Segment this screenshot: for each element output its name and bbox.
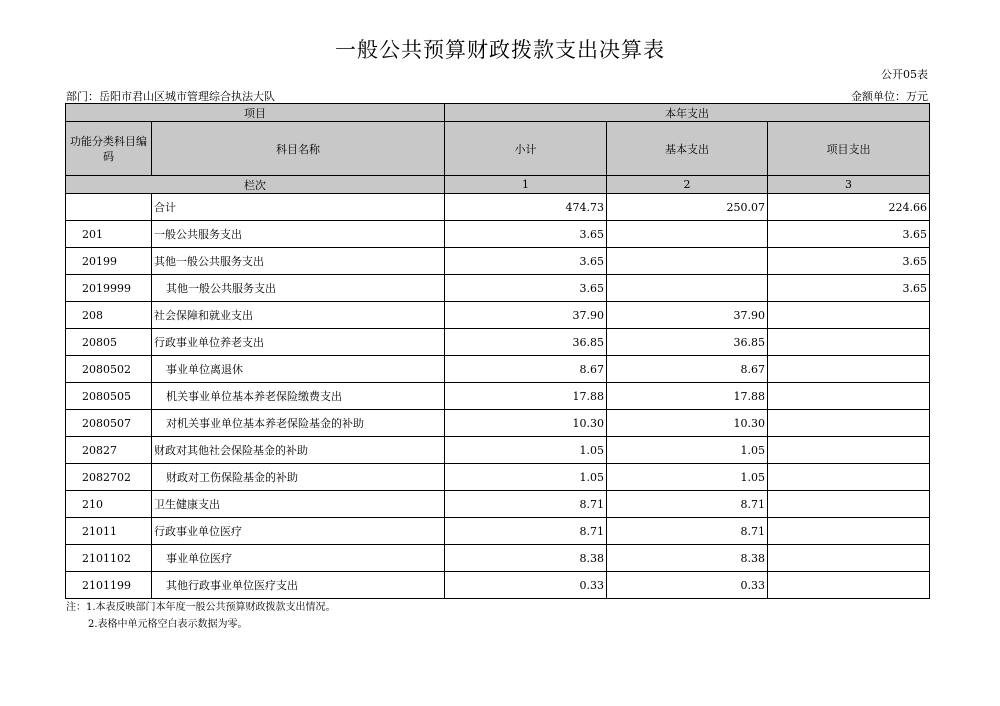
row-project: 3.65 (768, 248, 930, 275)
table-row (66, 545, 930, 572)
footnotes (66, 599, 336, 633)
row-code: 21011 (66, 518, 152, 545)
row-basic: 8.71 (607, 491, 768, 518)
row-subtotal: 37.90 (445, 302, 607, 329)
header-row-1 (66, 104, 930, 122)
expenditure-table (65, 103, 930, 599)
row-project: 224.66 (768, 194, 930, 221)
row-basic (607, 221, 768, 248)
row-subtotal: 8.38 (445, 545, 607, 572)
row-code: 2080502 (66, 356, 152, 383)
row-subtotal: 1.05 (445, 437, 607, 464)
row-subject-name: 财政对其他社会保险基金的补助 (152, 437, 445, 464)
header-col1: 1 (445, 176, 607, 194)
header-subtotal: 小计 (445, 122, 607, 176)
row-subtotal: 8.67 (445, 356, 607, 383)
row-basic: 17.88 (607, 383, 768, 410)
table-row (66, 329, 930, 356)
row-code: 2019999 (66, 275, 152, 302)
header-col-label: 栏次 (66, 176, 445, 194)
table-row (66, 248, 930, 275)
row-project (768, 518, 930, 545)
table-row (66, 221, 930, 248)
table-row (66, 464, 930, 491)
header-basic: 基本支出 (607, 122, 768, 176)
row-subject-name: 合计 (152, 194, 445, 221)
row-project (768, 464, 930, 491)
row-subject-name: 事业单位离退休 (152, 356, 445, 383)
row-subject-name: 其他行政事业单位医疗支出 (152, 572, 445, 599)
row-project (768, 410, 930, 437)
header-row-2 (66, 122, 930, 176)
row-project (768, 572, 930, 599)
row-subject-name: 事业单位医疗 (152, 545, 445, 572)
row-project: 3.65 (768, 221, 930, 248)
header-current-year: 本年支出 (445, 104, 930, 122)
row-basic: 37.90 (607, 302, 768, 329)
row-subtotal: 1.05 (445, 464, 607, 491)
amount-unit-label: 金额单位：万元 (851, 90, 928, 103)
row-subject-name: 一般公共服务支出 (152, 221, 445, 248)
row-subtotal: 3.65 (445, 248, 607, 275)
row-subject-name: 对机关事业单位基本养老保险基金的补助 (152, 410, 445, 437)
row-basic (607, 248, 768, 275)
header-subject-name: 科目名称 (152, 122, 445, 176)
row-project (768, 491, 930, 518)
row-basic: 10.30 (607, 410, 768, 437)
row-project (768, 383, 930, 410)
row-basic: 250.07 (607, 194, 768, 221)
row-basic: 8.67 (607, 356, 768, 383)
row-code: 2080507 (66, 410, 152, 437)
row-subject-name: 行政事业单位医疗 (152, 518, 445, 545)
row-subtotal: 10.30 (445, 410, 607, 437)
table-row (66, 194, 930, 221)
table-row (66, 491, 930, 518)
header-row-3 (66, 176, 930, 194)
row-code: 2080505 (66, 383, 152, 410)
row-subject-name: 机关事业单位基本养老保险缴费支出 (152, 383, 445, 410)
header-col3: 3 (768, 176, 930, 194)
row-subject-name: 卫生健康支出 (152, 491, 445, 518)
table-row (66, 410, 930, 437)
row-code (66, 194, 152, 221)
row-subject-name: 其他一般公共服务支出 (152, 275, 445, 302)
table-row (66, 437, 930, 464)
footnote-1: 注：1.本表反映部门本年度一般公共预算财政拨款支出情况。 (66, 602, 336, 613)
department-label: 部门：岳阳市君山区城市管理综合执法大队 (66, 90, 275, 103)
row-basic: 1.05 (607, 464, 768, 491)
row-basic: 36.85 (607, 329, 768, 356)
row-code: 2101199 (66, 572, 152, 599)
row-subtotal: 17.88 (445, 383, 607, 410)
row-basic (607, 275, 768, 302)
row-subtotal: 3.65 (445, 221, 607, 248)
table-row (66, 302, 930, 329)
table-row (66, 518, 930, 545)
table-row (66, 383, 930, 410)
header-func-code: 功能分类科目编码 (66, 122, 152, 176)
row-subject-name: 社会保障和就业支出 (152, 302, 445, 329)
row-subtotal: 8.71 (445, 518, 607, 545)
page-title: 一般公共预算财政拨款支出决算表 (335, 38, 665, 62)
table-row (66, 356, 930, 383)
header-col2: 2 (607, 176, 768, 194)
row-project (768, 545, 930, 572)
row-code: 20827 (66, 437, 152, 464)
footnote-2: 2.表格中单元格空白表示数据为零。 (88, 619, 248, 630)
row-subject-name: 财政对工伤保险基金的补助 (152, 464, 445, 491)
row-subject-name: 其他一般公共服务支出 (152, 248, 445, 275)
row-subtotal: 0.33 (445, 572, 607, 599)
form-number: 公开05表 (881, 68, 928, 81)
row-subtotal: 8.71 (445, 491, 607, 518)
row-code: 2101102 (66, 545, 152, 572)
row-project (768, 329, 930, 356)
row-code: 20805 (66, 329, 152, 356)
row-project (768, 437, 930, 464)
row-subtotal: 474.73 (445, 194, 607, 221)
row-basic: 1.05 (607, 437, 768, 464)
row-project: 3.65 (768, 275, 930, 302)
row-code: 208 (66, 302, 152, 329)
row-subtotal: 36.85 (445, 329, 607, 356)
row-code: 2082702 (66, 464, 152, 491)
row-subject-name: 行政事业单位养老支出 (152, 329, 445, 356)
header-item: 项目 (66, 104, 445, 122)
row-basic: 8.38 (607, 545, 768, 572)
row-code: 201 (66, 221, 152, 248)
row-code: 210 (66, 491, 152, 518)
row-basic: 8.71 (607, 518, 768, 545)
table-row (66, 572, 930, 599)
row-subtotal: 3.65 (445, 275, 607, 302)
row-basic: 0.33 (607, 572, 768, 599)
row-project (768, 356, 930, 383)
row-code: 20199 (66, 248, 152, 275)
row-project (768, 302, 930, 329)
table-row (66, 275, 930, 302)
header-project: 项目支出 (768, 122, 930, 176)
